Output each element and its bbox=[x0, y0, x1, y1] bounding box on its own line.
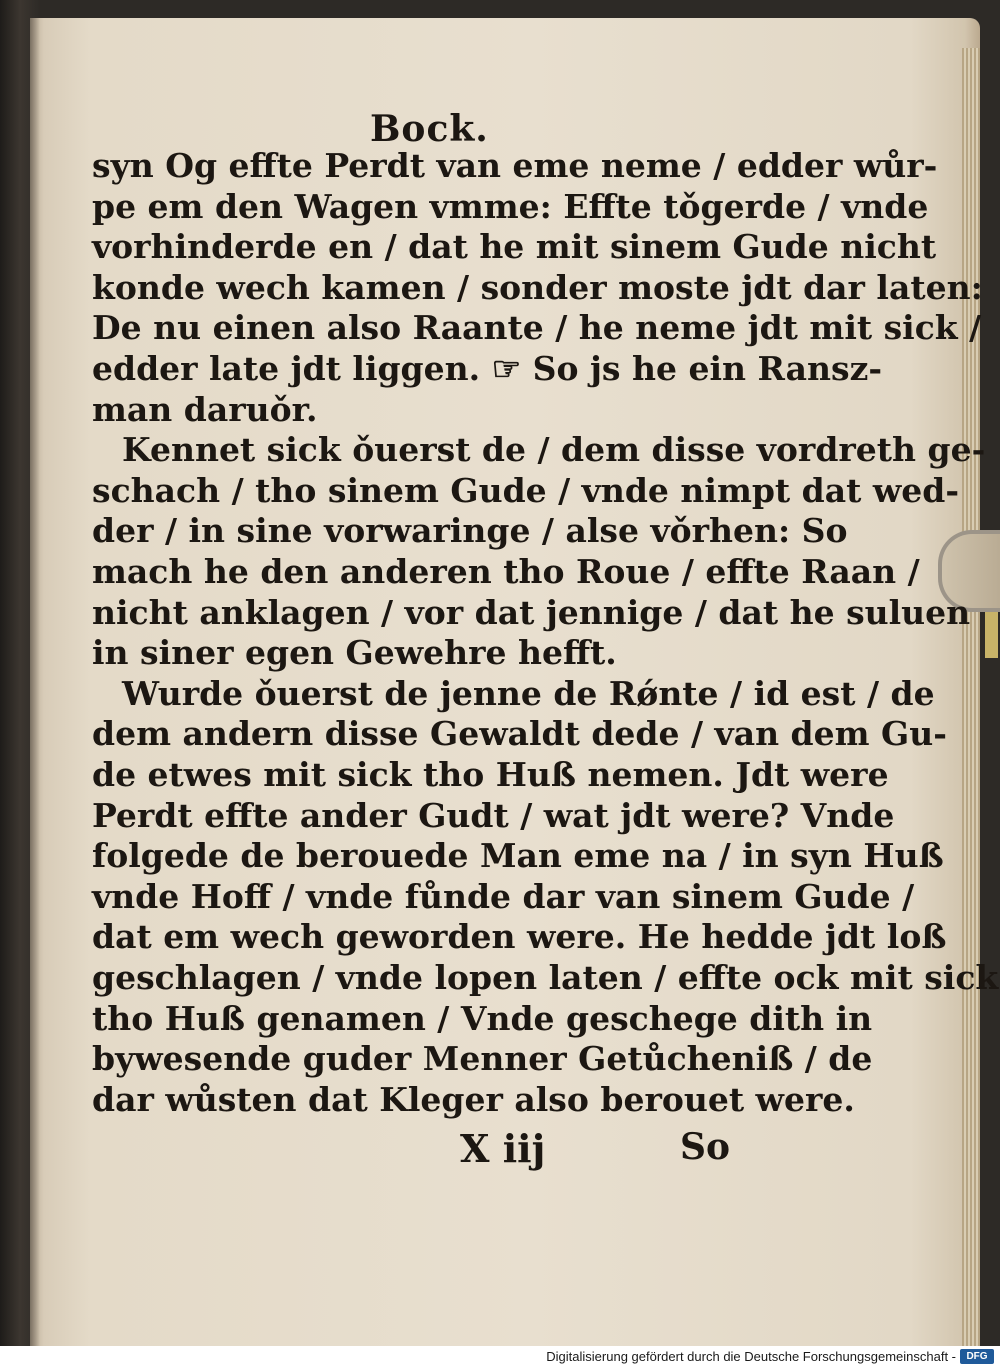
funding-credit: Digitalisierung gefördert durch die Deutsche Forschungsgemeinschaft - bbox=[546, 1349, 956, 1364]
dfg-logo: DFG bbox=[960, 1349, 994, 1364]
text-line: bywesende guder Menner Getůcheniß / de bbox=[92, 1039, 873, 1079]
text-line: geschlagen / vnde lopen laten / effte ock mit sick bbox=[92, 958, 999, 997]
text-line: de etwes mit sick tho Huß nemen. Jdt were bbox=[92, 755, 889, 794]
text-line: dem andern disse Gewaldt dede / van dem Gu- bbox=[92, 714, 947, 754]
text-line: man daruǒr. bbox=[92, 389, 318, 429]
footer-bar bbox=[0, 1346, 1000, 1369]
text-line: pe em den Wagen vmme: Effte tǒgerde / vnde bbox=[92, 186, 929, 226]
running-header: Bock. bbox=[370, 108, 489, 150]
text-line: De nu einen also Raante / he neme jdt mit sick / bbox=[92, 308, 982, 348]
text-line: dat em wech geworden were. He hedde jdt loß bbox=[92, 917, 947, 957]
text-line: vorhinderde en / dat he mit sinem Gude nicht bbox=[92, 227, 937, 267]
text-line: in siner egen Gewehre hefft. bbox=[92, 633, 617, 673]
text-line: Wurde ǒuerst de jenne de Rǿnte / id est / de bbox=[122, 673, 935, 713]
text-line: edder late jdt liggen. ☞ So js he ein Ransz- bbox=[92, 349, 883, 388]
catchword: So bbox=[680, 1126, 731, 1169]
text-line: schach / tho sinem Gude / vnde nimpt dat wed- bbox=[92, 470, 960, 510]
text-line: Perdt effte ander Gudt / wat jdt were? Vnde bbox=[92, 795, 895, 835]
text-line: folgede de berouede Man eme na / in syn Huß bbox=[92, 836, 944, 876]
text-line: konde wech kamen / sonder moste jdt dar laten: bbox=[92, 267, 983, 307]
text-line: der / in sine vorwaringe / alse vǒrhen: So bbox=[92, 511, 848, 551]
text-line: Kennet sick ǒuerst de / dem disse vordreth ge- bbox=[122, 430, 986, 470]
text-line: nicht anklagen / vor dat jennige / dat he suluen bbox=[92, 592, 971, 632]
text-line: syn Og effte Perdt van eme neme / edder wůr- bbox=[92, 146, 938, 185]
signature-mark: X iij bbox=[460, 1126, 546, 1172]
text-line: mach he den anderen tho Roue / effte Raan / bbox=[92, 552, 920, 591]
text-line: tho Huß genamen / Vnde geschege dith in bbox=[92, 998, 873, 1038]
text-line: dar wůsten dat Kleger also berouet were. bbox=[92, 1079, 855, 1119]
text-line: vnde Hoff / vnde fůnde dar van sinem Gude / bbox=[92, 876, 915, 916]
